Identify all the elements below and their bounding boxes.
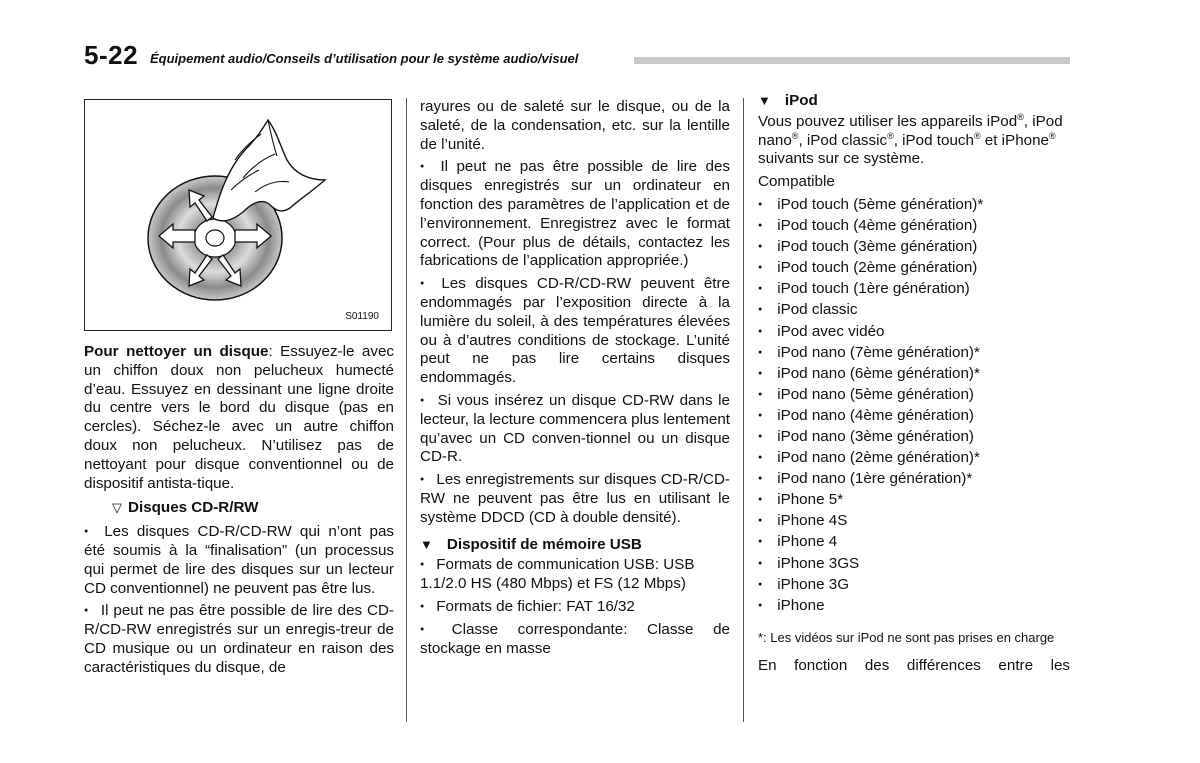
section-heading-usb <box>420 536 730 555</box>
paragraph: ● Les disques CD-R/CD-RW qui n’ont pas été soumis à la “finalisation” (un processus qui permet de lire des disques sur un lecteur CD conventionnel) ne peuvent pas être lus. <box>84 523 394 598</box>
device-item: ● iPod avec vidéo <box>758 323 1070 342</box>
column-left <box>84 343 394 682</box>
device-item: ● iPod nano (7ème génération)* <box>758 344 1070 363</box>
ipod-intro: Vous pouvez utiliser les appareils iPod®, iPod nano®, iPod classic®, iPod touch® et iPhone® suivants sur ce système. <box>758 111 1063 168</box>
section-heading-text: iPod <box>784 92 818 109</box>
cleaning-text: : Essuyez-le avec un chiffon doux non pelucheux humecté d’eau. Essuyez en dessinant une ligne droite du centre vers le bord du disque (pas en cercles). Séchez-le avec un autre chiffon doux non pelucheux. N’utilisez pas de nettoyant pour disque conventionnel ou de dispositif antista-tique. <box>84 343 394 492</box>
device-item: ● iPhone 3GS <box>758 555 1070 574</box>
compatible-label: Compatible <box>758 173 835 191</box>
paragraph: ● Formats de fichier: FAT 16/32 <box>420 598 730 617</box>
device-item: ● iPod touch (2ème génération) <box>758 259 1070 278</box>
column-divider <box>406 98 407 722</box>
page-header <box>84 40 1070 70</box>
paragraph: ● Classe correspondante: Classe de stockage en masse <box>420 621 730 659</box>
device-list <box>758 196 1070 616</box>
device-item: ● iPod touch (5ème génération)* <box>758 196 1070 215</box>
device-item: ● iPod nano (6ème génération)* <box>758 365 1070 384</box>
open-triangle-icon: ▽ <box>112 500 122 516</box>
device-item: ● iPod classic <box>758 301 1070 320</box>
device-item: ● iPhone 5* <box>758 491 1070 510</box>
figure-code: S01190 <box>345 311 379 322</box>
column-middle <box>420 98 730 662</box>
paragraph: rayures ou de saleté sur le disque, ou de la saleté, de la condensation, etc. sur la lentille de l’unité. <box>420 98 730 153</box>
cd-wipe-drawing <box>85 100 390 329</box>
device-item: ● iPhone 4S <box>758 512 1070 531</box>
disc-hole <box>206 230 224 246</box>
subheading-text: Disques CD-R/RW <box>128 499 259 517</box>
section-heading-ipod <box>758 92 1070 111</box>
device-item: ● iPhone <box>758 597 1070 616</box>
cleaning-label: Pour nettoyer un disque <box>84 343 269 360</box>
header-rule <box>634 57 1070 64</box>
column-right <box>758 92 1070 679</box>
device-item: ● iPod nano (1ère génération)* <box>758 470 1070 489</box>
column-divider <box>743 98 744 722</box>
filled-triangle-icon: ▼ <box>758 93 771 108</box>
paragraph: ● Il peut ne pas être possible de lire des disques enregistrés sur un ordinateur en fonction des paramètres de l’application et de l’environnement. Enregistrez avec le format correct. (Pour plus de détails, contactez les fabrications de l’application appropriée.) <box>420 158 730 271</box>
paragraph: ● Les enregistrements sur disques CD-R/CD-RW ne peuvent pas être lus en utilisant le système DDCD (CD à double densité). <box>420 471 730 527</box>
device-item: ● iPod nano (4ème génération) <box>758 407 1070 426</box>
cleaning-paragraph <box>84 343 394 493</box>
device-item: ● iPhone 3G <box>758 576 1070 595</box>
disc-cleaning-illustration <box>84 99 392 331</box>
paragraph: ● Si vous insérez un disque CD-RW dans le lecteur, la lecture commencera plus lentement qu’avec un CD conven-tionnel ou un disque CD-R. <box>420 392 730 467</box>
paragraph: ● Les disques CD-R/CD-RW peuvent être endommagés par l’exposition directe à la lumière du soleil, à des températures élevées ou à d’autres conditions de stockage. L’unité peut ne pas lire certains disques endommagés. <box>420 275 730 388</box>
page-number: 5-22 <box>84 40 139 70</box>
device-item: ● iPod nano (5ème génération) <box>758 386 1070 405</box>
paragraph: ● Il peut ne pas être possible de lire des CD-R/CD-RW enregistrés sur un enregis-treur de CD musique ou un ordinateur en raison des caractéristiques du disque, de <box>84 602 394 677</box>
device-item: ● iPod nano (2ème génération)* <box>758 449 1070 468</box>
device-item: ● iPod touch (3ème génération) <box>758 238 1070 257</box>
section-heading-text: Dispositif de mémoire USB <box>446 535 642 553</box>
footnote: *: Les vidéos sur iPod ne sont pas prises en charge <box>758 629 1055 645</box>
filled-triangle-icon: ▼ <box>420 536 433 552</box>
device-item: ● iPhone 4 <box>758 533 1070 552</box>
device-item: ● iPod touch (4ème génération) <box>758 217 1070 236</box>
section-title: Équipement audio/Conseils d’utilisation pour le système audio/visuel <box>150 51 579 66</box>
device-item: ● iPod nano (3ème génération) <box>758 428 1070 447</box>
device-item: ● iPod touch (1ère génération) <box>758 280 1070 299</box>
subheading-cdrw <box>112 499 394 518</box>
paragraph: ● Formats de communication USB: USB 1.1/2.0 HS (480 Mbps) et FS (12 Mbps) <box>420 556 730 594</box>
paragraph: En fonction des différences entre les <box>758 656 1070 674</box>
